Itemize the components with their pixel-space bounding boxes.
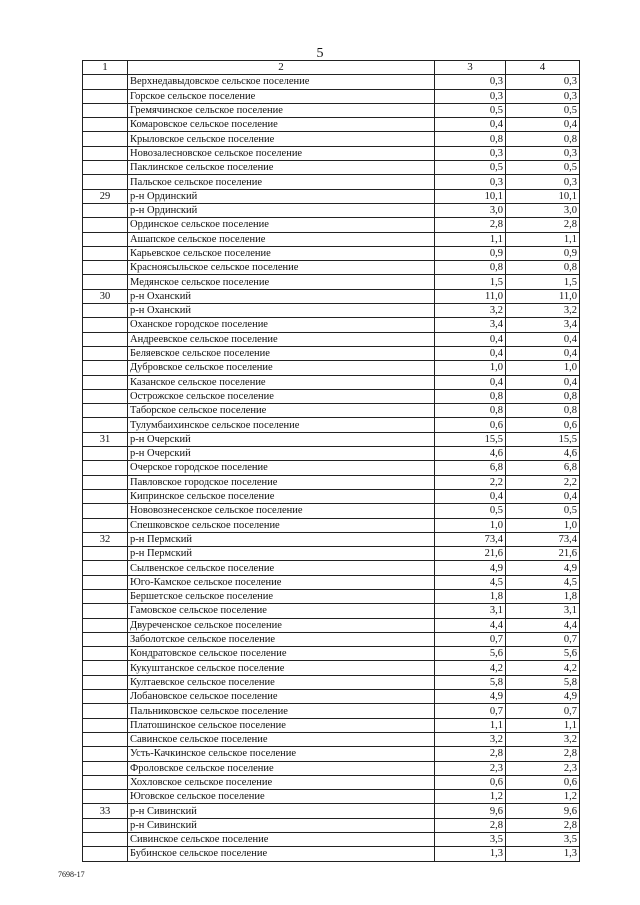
settlement-name-cell: Савинское сельское поселение: [128, 732, 435, 746]
table-row: [83, 604, 580, 618]
value-col4-cell: 0,9: [506, 246, 580, 260]
value-col4-cell: 3,0: [506, 203, 580, 217]
value-col3-cell: 0,6: [435, 775, 506, 789]
row-number-cell: [83, 704, 128, 718]
table-row: [83, 375, 580, 389]
value-col4-cell: 6,8: [506, 461, 580, 475]
settlement-name-cell: Дубровское сельское поселение: [128, 361, 435, 375]
row-number-cell: [83, 833, 128, 847]
header-cell-2: 2: [128, 61, 435, 75]
table-row: [83, 75, 580, 89]
value-col4-cell: 1,5: [506, 275, 580, 289]
table-row: [83, 447, 580, 461]
settlement-name-cell: Красноясыльское сельское поселение: [128, 261, 435, 275]
table-row: [83, 833, 580, 847]
value-col3-cell: 0,4: [435, 375, 506, 389]
settlement-name-cell: Андреевское сельское поселение: [128, 332, 435, 346]
row-number-cell: 33: [83, 804, 128, 818]
value-col4-cell: 73,4: [506, 532, 580, 546]
header-cell-4: 4: [506, 61, 580, 75]
table-row: [83, 804, 580, 818]
table-row: [83, 389, 580, 403]
value-col3-cell: 1,2: [435, 790, 506, 804]
settlement-name-cell: р-н Оханский: [128, 289, 435, 303]
row-number-cell: [83, 161, 128, 175]
table-row: [83, 232, 580, 246]
settlement-name-cell: р-н Очерский: [128, 447, 435, 461]
settlement-name-cell: Двуреченское сельское поселение: [128, 618, 435, 632]
row-number-cell: [83, 103, 128, 117]
row-number-cell: [83, 447, 128, 461]
table-row: [83, 418, 580, 432]
row-number-cell: [83, 575, 128, 589]
row-number-cell: [83, 647, 128, 661]
value-col3-cell: 21,6: [435, 547, 506, 561]
row-number-cell: [83, 732, 128, 746]
value-col3-cell: 0,8: [435, 404, 506, 418]
document-code: 7698-17: [58, 870, 85, 879]
value-col4-cell: 4,2: [506, 661, 580, 675]
value-col4-cell: 3,2: [506, 732, 580, 746]
value-col3-cell: 4,5: [435, 575, 506, 589]
settlement-name-cell: Оханское городское поселение: [128, 318, 435, 332]
value-col3-cell: 0,8: [435, 389, 506, 403]
table-row: [83, 289, 580, 303]
table-row: [83, 718, 580, 732]
value-col4-cell: 0,7: [506, 704, 580, 718]
settlement-name-cell: Карьевское сельское поселение: [128, 246, 435, 260]
row-number-cell: [83, 618, 128, 632]
value-col4-cell: 0,4: [506, 332, 580, 346]
table-row: [83, 518, 580, 532]
row-number-cell: [83, 475, 128, 489]
settlement-name-cell: Усть-Качкинское сельское поселение: [128, 747, 435, 761]
row-number-cell: [83, 232, 128, 246]
row-number-cell: [83, 375, 128, 389]
table-row: [83, 561, 580, 575]
row-number-cell: [83, 318, 128, 332]
value-col3-cell: 1,8: [435, 589, 506, 603]
settlement-name-cell: р-н Пермский: [128, 532, 435, 546]
value-col3-cell: 5,8: [435, 675, 506, 689]
value-col3-cell: 0,3: [435, 175, 506, 189]
row-number-cell: [83, 790, 128, 804]
settlement-name-cell: Ординское сельское поселение: [128, 218, 435, 232]
settlement-name-cell: Заболотское сельское поселение: [128, 632, 435, 646]
value-col3-cell: 4,9: [435, 561, 506, 575]
table-row: [83, 747, 580, 761]
row-number-cell: [83, 389, 128, 403]
value-col4-cell: 2,8: [506, 218, 580, 232]
value-col4-cell: 0,4: [506, 118, 580, 132]
value-col3-cell: 3,2: [435, 304, 506, 318]
table-row: [83, 318, 580, 332]
table-row: [83, 532, 580, 546]
row-number-cell: [83, 75, 128, 89]
row-number-cell: [83, 690, 128, 704]
value-col4-cell: 21,6: [506, 547, 580, 561]
data-table: [82, 60, 580, 862]
settlement-name-cell: Медянское сельское поселение: [128, 275, 435, 289]
row-number-cell: [83, 675, 128, 689]
row-number-cell: [83, 847, 128, 861]
row-number-cell: [83, 718, 128, 732]
table-row: [83, 332, 580, 346]
value-col3-cell: 3,4: [435, 318, 506, 332]
row-number-cell: [83, 275, 128, 289]
table-row: [83, 246, 580, 260]
value-col3-cell: 1,5: [435, 275, 506, 289]
settlement-name-cell: Кипринское сельское поселение: [128, 489, 435, 503]
value-col4-cell: 0,5: [506, 504, 580, 518]
table-row: [83, 704, 580, 718]
value-col3-cell: 0,5: [435, 103, 506, 117]
value-col4-cell: 1,0: [506, 518, 580, 532]
settlement-name-cell: Беляевское сельское поселение: [128, 346, 435, 360]
value-col3-cell: 3,5: [435, 833, 506, 847]
table-header-row: [83, 61, 580, 75]
row-number-cell: 29: [83, 189, 128, 203]
row-number-cell: 32: [83, 532, 128, 546]
row-number-cell: 30: [83, 289, 128, 303]
row-number-cell: [83, 304, 128, 318]
row-number-cell: [83, 418, 128, 432]
table-row: [83, 361, 580, 375]
table-row: [83, 632, 580, 646]
value-col3-cell: 1,1: [435, 718, 506, 732]
value-col4-cell: 0,8: [506, 389, 580, 403]
row-number-cell: [83, 518, 128, 532]
header-cell-1: 1: [83, 61, 128, 75]
settlement-name-cell: Ашапское сельское поселение: [128, 232, 435, 246]
row-number-cell: [83, 461, 128, 475]
value-col3-cell: 0,7: [435, 704, 506, 718]
value-col4-cell: 0,3: [506, 89, 580, 103]
value-col4-cell: 0,4: [506, 375, 580, 389]
value-col4-cell: 5,8: [506, 675, 580, 689]
row-number-cell: [83, 561, 128, 575]
value-col4-cell: 11,0: [506, 289, 580, 303]
value-col4-cell: 0,6: [506, 775, 580, 789]
settlement-name-cell: р-н Сивинский: [128, 804, 435, 818]
table-row: [83, 690, 580, 704]
value-col3-cell: 2,8: [435, 818, 506, 832]
settlement-name-cell: Хохловское сельское поселение: [128, 775, 435, 789]
value-col3-cell: 0,4: [435, 346, 506, 360]
row-number-cell: [83, 747, 128, 761]
value-col3-cell: 0,3: [435, 89, 506, 103]
settlement-name-cell: Тулумбаихинское сельское поселение: [128, 418, 435, 432]
row-number-cell: [83, 218, 128, 232]
row-number-cell: [83, 489, 128, 503]
value-col4-cell: 2,8: [506, 818, 580, 832]
settlement-name-cell: р-н Пермский: [128, 547, 435, 561]
settlement-name-cell: Гамовское сельское поселение: [128, 604, 435, 618]
row-number-cell: [83, 632, 128, 646]
settlement-name-cell: Паклинское сельское поселение: [128, 161, 435, 175]
header-cell-3: 3: [435, 61, 506, 75]
settlement-name-cell: Платошинское сельское поселение: [128, 718, 435, 732]
table-row: [83, 346, 580, 360]
value-col3-cell: 3,2: [435, 732, 506, 746]
settlement-name-cell: Верхнедавыдовское сельское поселение: [128, 75, 435, 89]
value-col3-cell: 73,4: [435, 532, 506, 546]
row-number-cell: [83, 118, 128, 132]
table-row: [83, 432, 580, 446]
value-col4-cell: 2,3: [506, 761, 580, 775]
settlement-name-cell: Бершетское сельское поселение: [128, 589, 435, 603]
table-row: [83, 575, 580, 589]
value-col3-cell: 1,3: [435, 847, 506, 861]
value-col3-cell: 1,1: [435, 232, 506, 246]
settlement-name-cell: Пальское сельское поселение: [128, 175, 435, 189]
value-col3-cell: 0,4: [435, 489, 506, 503]
value-col3-cell: 15,5: [435, 432, 506, 446]
row-number-cell: [83, 361, 128, 375]
value-col3-cell: 2,8: [435, 218, 506, 232]
value-col4-cell: 0,8: [506, 404, 580, 418]
value-col4-cell: 0,3: [506, 175, 580, 189]
settlement-name-cell: Фроловское сельское поселение: [128, 761, 435, 775]
value-col3-cell: 4,2: [435, 661, 506, 675]
value-col4-cell: 0,8: [506, 132, 580, 146]
value-col4-cell: 3,4: [506, 318, 580, 332]
settlement-name-cell: Казанское сельское поселение: [128, 375, 435, 389]
value-col4-cell: 1,3: [506, 847, 580, 861]
value-col3-cell: 0,3: [435, 146, 506, 160]
table-row: [83, 790, 580, 804]
settlement-name-cell: Очерское городское поселение: [128, 461, 435, 475]
row-number-cell: 31: [83, 432, 128, 446]
table-row: [83, 489, 580, 503]
value-col4-cell: 1,2: [506, 790, 580, 804]
settlement-name-cell: Горское сельское поселение: [128, 89, 435, 103]
table-row: [83, 818, 580, 832]
value-col3-cell: 9,6: [435, 804, 506, 818]
value-col3-cell: 0,5: [435, 161, 506, 175]
table-row: [83, 775, 580, 789]
row-number-cell: [83, 761, 128, 775]
value-col3-cell: 3,1: [435, 604, 506, 618]
value-col4-cell: 4,6: [506, 447, 580, 461]
table-row: [83, 547, 580, 561]
settlement-name-cell: Лобановское сельское поселение: [128, 690, 435, 704]
value-col4-cell: 0,5: [506, 103, 580, 117]
settlement-name-cell: р-н Ординский: [128, 203, 435, 217]
value-col3-cell: 6,8: [435, 461, 506, 475]
value-col4-cell: 0,7: [506, 632, 580, 646]
table-row: [83, 118, 580, 132]
table-row: [83, 175, 580, 189]
table-row: [83, 103, 580, 117]
settlement-name-cell: Кондратовское сельское поселение: [128, 647, 435, 661]
value-col3-cell: 11,0: [435, 289, 506, 303]
value-col4-cell: 5,6: [506, 647, 580, 661]
value-col3-cell: 0,9: [435, 246, 506, 260]
table-row: [83, 304, 580, 318]
settlement-name-cell: Култаевское сельское поселение: [128, 675, 435, 689]
settlement-name-cell: р-н Очерский: [128, 432, 435, 446]
value-col4-cell: 4,9: [506, 561, 580, 575]
table-row: [83, 261, 580, 275]
value-col3-cell: 4,6: [435, 447, 506, 461]
value-col4-cell: 1,1: [506, 232, 580, 246]
settlement-name-cell: Острожское сельское поселение: [128, 389, 435, 403]
table-row: [83, 189, 580, 203]
table-row: [83, 504, 580, 518]
settlement-name-cell: Комаровское сельское поселение: [128, 118, 435, 132]
row-number-cell: [83, 132, 128, 146]
row-number-cell: [83, 146, 128, 160]
row-number-cell: [83, 504, 128, 518]
settlement-name-cell: Кукуштанское сельское поселение: [128, 661, 435, 675]
table-row: [83, 847, 580, 861]
row-number-cell: [83, 547, 128, 561]
table-row: [83, 203, 580, 217]
settlement-name-cell: Юго-Камское сельское поселение: [128, 575, 435, 589]
table-row: [83, 647, 580, 661]
value-col3-cell: 0,7: [435, 632, 506, 646]
value-col4-cell: 4,9: [506, 690, 580, 704]
value-col3-cell: 0,8: [435, 261, 506, 275]
value-col4-cell: 1,0: [506, 361, 580, 375]
value-col4-cell: 2,8: [506, 747, 580, 761]
settlement-name-cell: Юговское сельское поселение: [128, 790, 435, 804]
settlement-name-cell: Крыловское сельское поселение: [128, 132, 435, 146]
row-number-cell: [83, 661, 128, 675]
value-col3-cell: 2,2: [435, 475, 506, 489]
value-col3-cell: 0,4: [435, 332, 506, 346]
value-col4-cell: 0,4: [506, 346, 580, 360]
table-row: [83, 89, 580, 103]
value-col3-cell: 4,9: [435, 690, 506, 704]
value-col4-cell: 15,5: [506, 432, 580, 446]
row-number-cell: [83, 346, 128, 360]
row-number-cell: [83, 175, 128, 189]
table-row: [83, 146, 580, 160]
table-row: [83, 589, 580, 603]
page-number: 5: [316, 46, 324, 61]
value-col4-cell: 3,5: [506, 833, 580, 847]
value-col3-cell: 4,4: [435, 618, 506, 632]
value-col4-cell: 0,8: [506, 261, 580, 275]
value-col3-cell: 0,3: [435, 75, 506, 89]
value-col3-cell: 3,0: [435, 203, 506, 217]
value-col3-cell: 2,3: [435, 761, 506, 775]
settlement-name-cell: р-н Оханский: [128, 304, 435, 318]
row-number-cell: [83, 604, 128, 618]
row-number-cell: [83, 332, 128, 346]
settlement-name-cell: Таборское сельское поселение: [128, 404, 435, 418]
settlement-name-cell: р-н Сивинский: [128, 818, 435, 832]
table-row: [83, 475, 580, 489]
value-col3-cell: 0,6: [435, 418, 506, 432]
table-row: [83, 675, 580, 689]
value-col4-cell: 0,6: [506, 418, 580, 432]
row-number-cell: [83, 818, 128, 832]
value-col3-cell: 0,8: [435, 132, 506, 146]
value-col3-cell: 10,1: [435, 189, 506, 203]
value-col4-cell: 2,2: [506, 475, 580, 489]
table-body: [83, 61, 580, 862]
settlement-name-cell: Спешковское сельское поселение: [128, 518, 435, 532]
row-number-cell: [83, 246, 128, 260]
row-number-cell: [83, 89, 128, 103]
settlement-name-cell: Сивинское сельское поселение: [128, 833, 435, 847]
table-row: [83, 761, 580, 775]
value-col4-cell: 4,5: [506, 575, 580, 589]
table-row: [83, 618, 580, 632]
table-row: [83, 732, 580, 746]
value-col4-cell: 10,1: [506, 189, 580, 203]
table-row: [83, 661, 580, 675]
table-row: [83, 161, 580, 175]
value-col4-cell: 0,5: [506, 161, 580, 175]
value-col4-cell: 1,8: [506, 589, 580, 603]
value-col4-cell: 0,3: [506, 75, 580, 89]
settlement-name-cell: Нововознесенское сельское поселение: [128, 504, 435, 518]
value-col4-cell: 3,2: [506, 304, 580, 318]
value-col3-cell: 1,0: [435, 518, 506, 532]
value-col4-cell: 1,1: [506, 718, 580, 732]
value-col3-cell: 2,8: [435, 747, 506, 761]
value-col3-cell: 1,0: [435, 361, 506, 375]
row-number-cell: [83, 261, 128, 275]
value-col4-cell: 3,1: [506, 604, 580, 618]
settlement-name-cell: Новозалесновское сельское поселение: [128, 146, 435, 160]
row-number-cell: [83, 775, 128, 789]
value-col3-cell: 0,5: [435, 504, 506, 518]
settlement-name-cell: Гремячинское сельское поселение: [128, 103, 435, 117]
settlement-name-cell: Павловское городское поселение: [128, 475, 435, 489]
value-col3-cell: 5,6: [435, 647, 506, 661]
value-col3-cell: 0,4: [435, 118, 506, 132]
table-row: [83, 404, 580, 418]
value-col4-cell: 0,4: [506, 489, 580, 503]
value-col4-cell: 9,6: [506, 804, 580, 818]
table-row: [83, 461, 580, 475]
row-number-cell: [83, 589, 128, 603]
row-number-cell: [83, 404, 128, 418]
settlement-name-cell: р-н Ординский: [128, 189, 435, 203]
table-row: [83, 275, 580, 289]
row-number-cell: [83, 203, 128, 217]
settlement-name-cell: Сылвенское сельское поселение: [128, 561, 435, 575]
settlement-name-cell: Пальниковское сельское поселение: [128, 704, 435, 718]
settlement-name-cell: Бубинское сельское поселение: [128, 847, 435, 861]
value-col4-cell: 0,3: [506, 146, 580, 160]
table-row: [83, 132, 580, 146]
value-col4-cell: 4,4: [506, 618, 580, 632]
table-row: [83, 218, 580, 232]
